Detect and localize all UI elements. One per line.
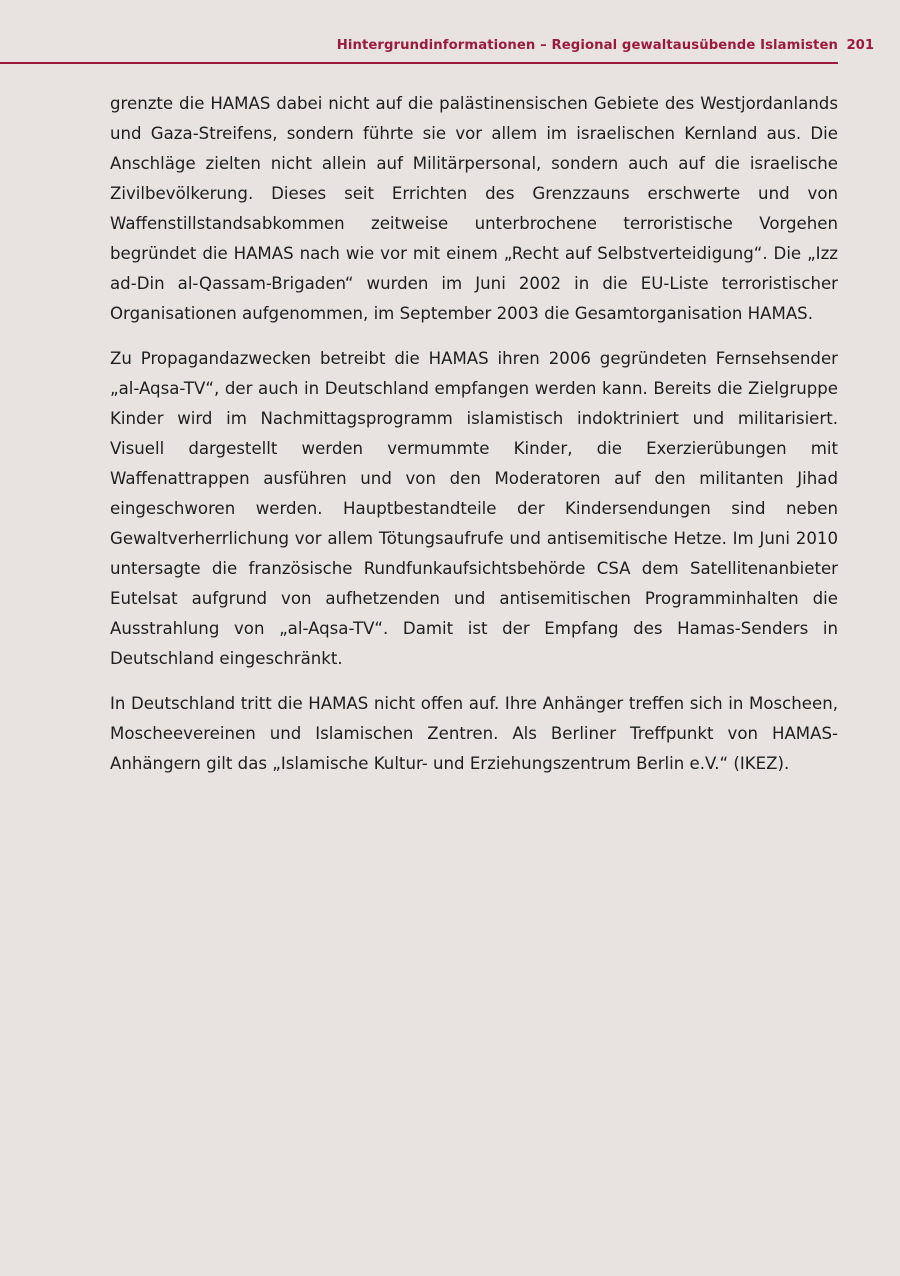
header-rule <box>0 62 838 64</box>
paragraph: grenzte die HAMAS dabei nicht auf die palästinensischen Gebiete des Westjordanlands und Gaza-Streifens, sondern führte sie vor allem im israelischen Kernland aus. Die Anschläge zielten nicht allein auf Militärpersonal, sondern auch auf die israelische Zivilbevölkerung. Dieses seit Errichten des Grenzzauns erschwerte und von Waffenstillstandsabkommen zeitweise unterbrochene terroristische Vorgehen begründet die HAMAS nach wie vor mit einem „Recht auf Selbstverteidigung“. Die „Izz ad-Din al-Qassam-Brigaden“ wurden im Juni 2002 in die EU-Liste terroristischer Organisationen aufgenommen, im September 2003 die Gesamtorganisation HAMAS. <box>110 94 838 323</box>
body-text <box>110 89 838 794</box>
running-title: Hintergrundinformationen – Regional gewaltausübende Islamisten <box>336 38 838 53</box>
paragraph: In Deutschland tritt die HAMAS nicht offen auf. Ihre Anhänger treffen sich in Moscheen, Moscheevereinen und Islamischen Zentren. Als Berliner Treffpunkt von HAMAS-Anhängern gilt das „Islamische Kultur- und Erziehungszentrum Berlin e.V.“ (IKEZ). <box>110 694 838 773</box>
paragraph: Zu Propagandazwecken betreibt die HAMAS ihren 2006 gegründeten Fernsehsender „al-Aqsa-TV“, der auch in Deutschland empfangen werden kann. Bereits die Zielgruppe Kinder wird im Nachmittagsprogramm islamistisch indoktriniert und militarisiert. Visuell dargestellt werden vermummte Kinder, die Exerzierübungen mit Waffenattrappen ausführen und von den Moderatoren auf den militanten Jihad eingeschworen werden. Hauptbestandteile der Kindersendungen sind neben Gewaltverherrlichung vor allem Tötungsaufrufe und antisemitische Hetze. Im Juni 2010 untersagte die französische Rundfunkaufsichtsbehörde CSA dem Satellitenanbieter Eutelsat aufgrund von aufhetzenden und antisemitischen Programminhalten die Ausstrahlung von „al-Aqsa-TV“. Damit ist der Empfang des Hamas-Senders in Deutschland eingeschränkt. <box>110 349 838 668</box>
page-number: 201 <box>846 38 874 53</box>
page-header <box>0 38 900 66</box>
